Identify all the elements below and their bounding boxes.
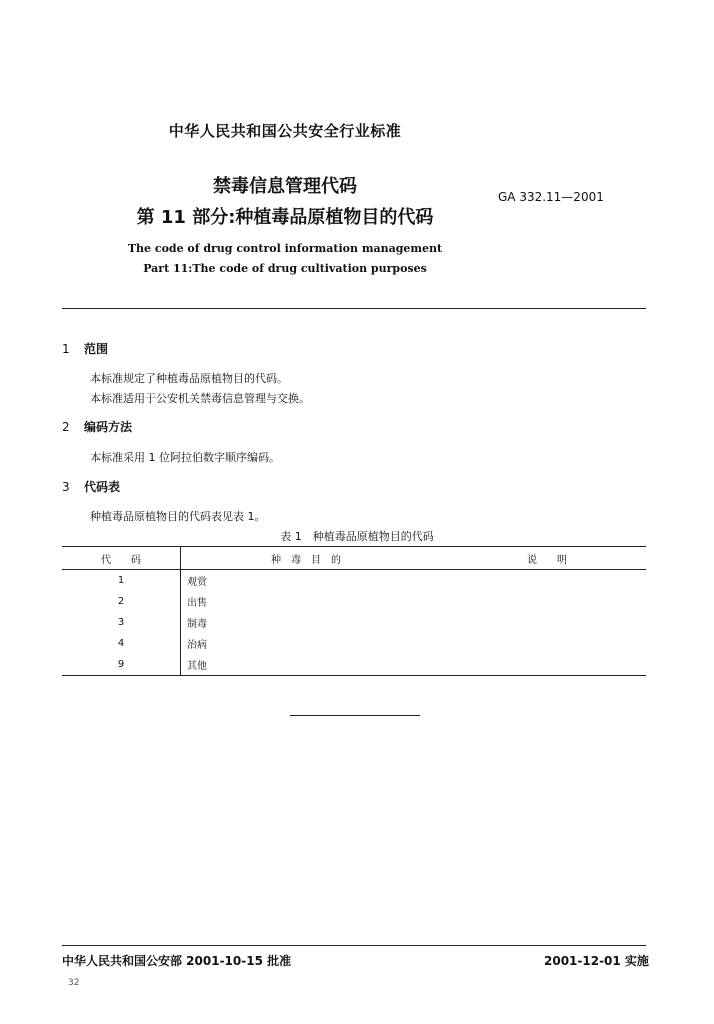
english-subtitle: Part 11:The code of drug cultivation purposes: [143, 262, 427, 275]
industry-standard-name: 中华人民共和国公共安全行业标准: [168, 122, 402, 140]
code-table: [62, 546, 646, 676]
table-row: [62, 654, 646, 676]
table-caption: 表 1 种植毒品原植物目的代码: [280, 530, 434, 543]
section-1-heading: [62, 340, 108, 357]
end-divider: [290, 715, 420, 716]
section-number: 2: [62, 420, 70, 434]
description-cell: [448, 633, 646, 654]
page-number: 32: [68, 978, 80, 988]
section-title: 范围: [84, 342, 109, 356]
section-3-heading: [62, 478, 120, 495]
code-cell: 2: [62, 591, 181, 612]
purpose-cell: 制毒: [187, 619, 207, 630]
code-cell: 3: [62, 612, 181, 633]
purpose-cell: 观赏: [187, 577, 207, 588]
english-title: The code of drug control information management: [127, 242, 443, 255]
header-description: 说 明: [448, 547, 646, 570]
section-2-paragraph-1: 本标准采用 1 位阿拉伯数字顺序编码。: [90, 451, 280, 464]
table-header-row: [62, 547, 646, 570]
header-purpose: 种 毒 目 的: [181, 547, 449, 570]
implementation-line: 2001-12-01 实施: [544, 954, 649, 968]
section-1-paragraph-1: 本标准规定了种植毒品原植物目的代码。: [90, 372, 288, 385]
purpose-cell: 治病: [187, 640, 207, 651]
purpose-cell: 其他: [181, 654, 449, 676]
code-cell: 4: [62, 633, 181, 654]
section-title: 编码方法: [84, 420, 133, 434]
table-row: [62, 570, 646, 592]
description-cell: [448, 591, 646, 612]
section-number: 1: [62, 342, 70, 356]
table-row: [62, 612, 646, 633]
purpose-cell: 出售: [187, 598, 207, 609]
code-cell: 1: [62, 570, 181, 592]
table-row: [62, 633, 646, 654]
header-divider: [62, 308, 646, 309]
description-cell: [448, 654, 646, 676]
section-1-paragraph-2: 本标准适用于公安机关禁毒信息管理与交换。: [90, 392, 310, 405]
footer-divider: [62, 945, 646, 946]
section-3-paragraph-1: 种植毒品原植物目的代码表见表 1。: [90, 510, 266, 523]
standard-number: GA 332.11—2001: [498, 190, 604, 204]
code-cell: 9: [62, 654, 181, 676]
table-row: [62, 591, 646, 612]
document-subtitle: 第 11 部分:种植毒品原植物目的代码: [136, 207, 434, 228]
section-title: 代码表: [84, 480, 121, 494]
description-cell: [448, 612, 646, 633]
description-cell: [448, 570, 646, 592]
section-2-heading: [62, 418, 132, 435]
approval-line: 中华人民共和国公安部 2001-10-15 批准: [62, 954, 292, 968]
header-code: 代 码: [62, 547, 181, 570]
document-title: 禁毒信息管理代码: [213, 176, 357, 197]
section-number: 3: [62, 480, 70, 494]
